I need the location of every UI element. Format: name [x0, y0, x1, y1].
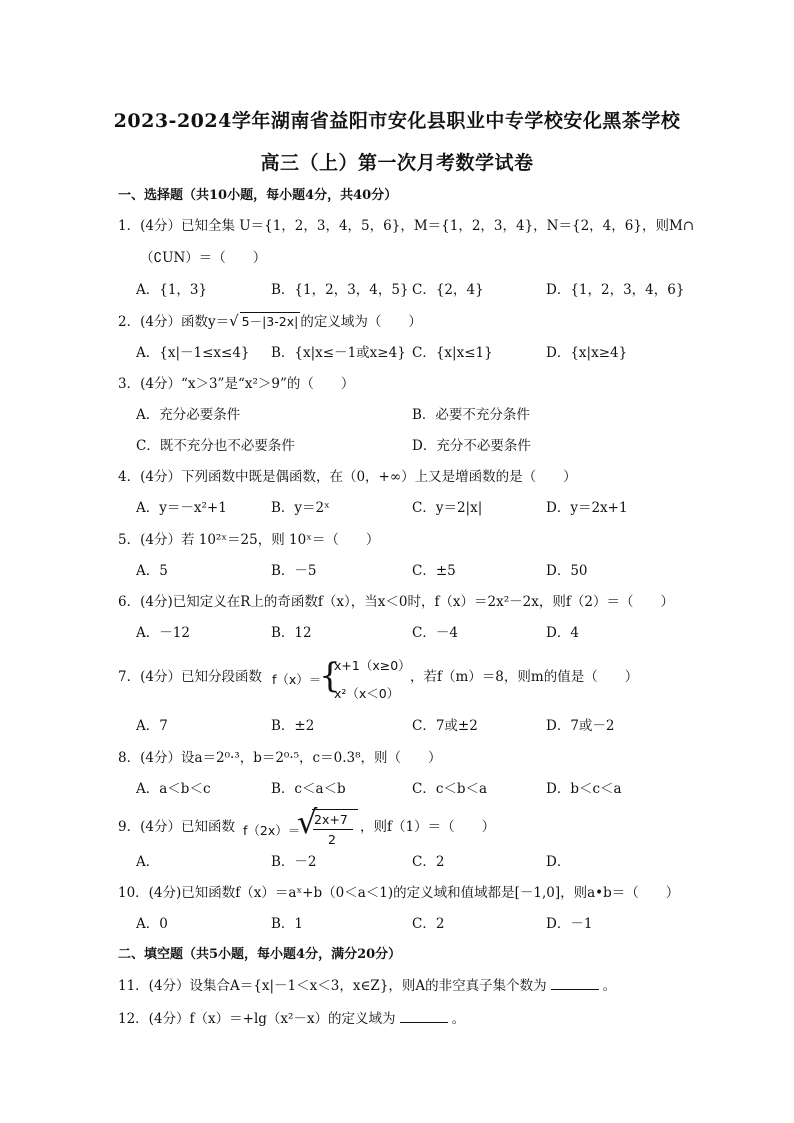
q4-option-b: B．y＝2ˣ [271, 500, 330, 516]
q10-option-a: A．0 [136, 916, 168, 932]
section-choice-heading: 一、选择题（共10小题，每小题4分，共40分） [118, 188, 398, 203]
q8-option-a: A．a＜b＜c [136, 781, 211, 797]
q1-option-c: C．{2，4} [412, 282, 484, 298]
title-line-1: 2023-2024学年湖南省益阳市安化县职业中专学校安化黑茶学校 [113, 110, 681, 132]
q10-stem: 10．(4分)已知函数f（x）＝aˣ+b（0＜a＜1)的定义域和值域都是[－1,0]，则a•b＝（ ） [118, 885, 680, 901]
q2-stem-post: 的定义域为（ ） [300, 314, 422, 330]
q9-radical-bar [312, 809, 358, 810]
sqrt-sign-icon: √ [229, 312, 239, 330]
q3-option-b: B．必要不充分条件 [412, 407, 530, 423]
q2-radicand: 5－|3-2x| [241, 314, 299, 329]
q2-option-a: A．{x|－1≤x≤4} [136, 345, 250, 361]
q11-stem [118, 977, 616, 995]
q3-option-c: C．既不充分也不必要条件 [136, 438, 295, 454]
q9-option-c: C．2 [412, 854, 445, 870]
q5-option-b: B．－5 [271, 563, 317, 579]
q9-fx-label: f（2x）＝ [243, 823, 301, 838]
q11-stem-post: 。 [602, 978, 617, 994]
q2-option-b: B．{x|x≤－1或x≥4} [271, 345, 406, 361]
q12-stem-post: 。 [451, 1011, 466, 1027]
q6-stem: 6．(4分)已知定义在R上的奇函数f（x），当x＜0时，f（x）＝2x²－2x，则f（2）＝（ ） [118, 594, 674, 610]
q10-option-d: D．－1 [546, 916, 593, 932]
q7-brace-icon: { [319, 656, 341, 696]
q7-stem-post: ，若f（m）＝8，则m的值是（ ） [410, 669, 639, 685]
q1-option-a: A．{1，3} [136, 282, 208, 298]
q7-option-d: D．7或－2 [546, 718, 615, 734]
q4-option-c: C．y＝2|x| [412, 500, 483, 516]
q1-stem: 1．(4分）已知全集 U＝{1，2，3，4，5，6}，M＝{1，2，3，4}，N＝{2，4，6}，则M∩ [118, 218, 695, 234]
q9-radical-icon: √ [297, 803, 318, 841]
q12-answer-blank[interactable] [400, 1010, 448, 1023]
q7-case-2: x²（x＜0） [334, 686, 400, 701]
q5-option-d: D．50 [546, 563, 588, 579]
q12-stem-pre: 12．(4分）f（x）＝+lg（x²－x）的定义域为 [118, 1011, 396, 1027]
q8-option-b: B．c＜a＜b [271, 781, 346, 797]
q12-stem [118, 1010, 465, 1028]
q3-option-d: D．充分不必要条件 [412, 438, 531, 454]
q9-denominator: 2 [328, 832, 336, 847]
q4-stem: 4．(4分）下列函数中既是偶函数，在（0，+∞）上又是增函数的是（ ） [118, 469, 577, 485]
q5-stem: 5．(4分）若 10²ˣ＝25，则 10ˣ＝（ ） [118, 532, 380, 548]
q8-option-c: C．c＜b＜a [412, 781, 488, 797]
q9-numerator: 2x+7 [314, 812, 348, 827]
q1-option-d: D．{1，2，3，4，6} [546, 282, 685, 298]
q8-stem: 8．(4分）设a＝2⁰·³，b＝2⁰·⁵，c＝0.3⁸，则（ ） [118, 750, 442, 766]
q11-answer-blank[interactable] [551, 977, 599, 990]
q4-option-a: A．y＝－x²+1 [136, 500, 227, 516]
q11-stem-pre: 11．(4分）设集合A＝{x|－1＜x＜3，x∈Z}，则A的非空真子集个数为 [118, 978, 547, 994]
q6-option-c: C．－4 [412, 625, 458, 641]
q5-option-c: C．±5 [412, 563, 456, 579]
q7-fx-label: f（x）＝ [272, 672, 322, 687]
q3-stem: 3．(4分）“x＞3”是“x²＞9”的（ ） [118, 376, 355, 392]
q9-stem-post: ，则f（1）＝（ ） [360, 819, 496, 835]
q2-stem [118, 312, 422, 331]
q9-option-a: A． [136, 854, 160, 870]
q2-option-d: D．{x|x≥4} [546, 345, 628, 361]
q7-case-1: x+1（x≥0） [334, 658, 411, 673]
q1-stem-cont: （∁UN）＝（ ） [140, 250, 267, 266]
q9-option-b: B．－2 [271, 854, 317, 870]
q8-option-d: D．b＜c＜a [546, 781, 622, 797]
q7-option-b: B．±2 [271, 718, 315, 734]
q9-option-d: D． [546, 854, 571, 870]
q3-option-a: A．充分必要条件 [136, 407, 241, 423]
section-fill-heading: 二、填空题（共5小题，每小题4分，满分20分） [118, 947, 402, 962]
q7-option-c: C．7或±2 [412, 718, 478, 734]
q2-option-c: C．{x|x≤1} [412, 345, 493, 361]
q6-option-d: D．4 [546, 625, 579, 641]
q7-stem-pre: 7．(4分）已知分段函数 [118, 669, 262, 685]
q7-option-a: A．7 [136, 718, 168, 734]
q6-option-b: B．12 [271, 625, 312, 641]
q6-option-a: A．－12 [136, 625, 190, 641]
q1-option-b: B．{1，2，3，4，5} [271, 282, 409, 298]
q9-stem-pre: 9．(4分）已知函数 [118, 819, 235, 835]
q10-option-c: C．2 [412, 916, 445, 932]
q5-option-a: A．5 [136, 563, 168, 579]
q10-option-b: B．1 [271, 916, 304, 932]
title-line-2: 高三（上）第一次月考数学试卷 [260, 152, 534, 174]
q9-fraction-bar [313, 829, 353, 830]
q2-stem-pre: 2．(4分）函数y＝ [118, 314, 230, 330]
q4-option-d: D．y＝2x+1 [546, 500, 628, 516]
